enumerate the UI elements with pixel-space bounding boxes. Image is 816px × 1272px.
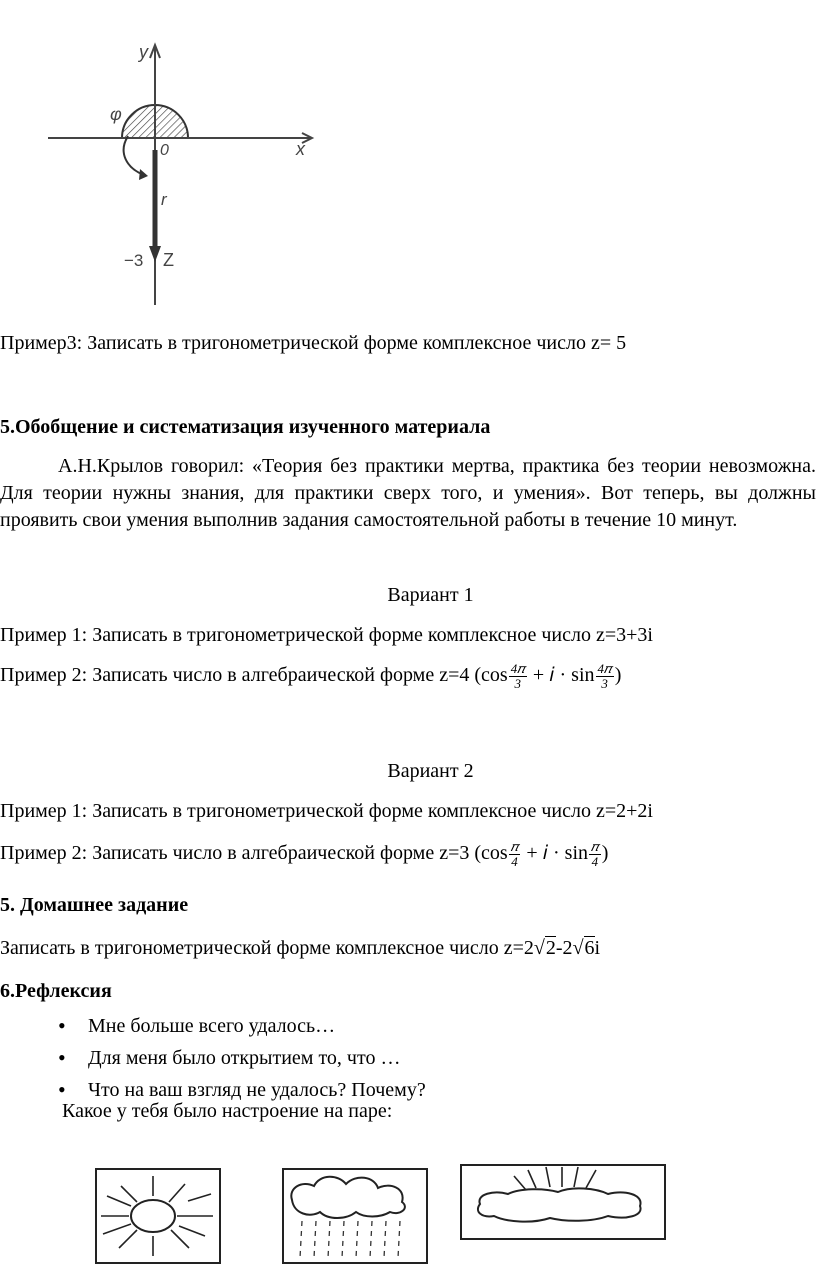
example3: Пример3: Записать в тригонометрической форме комплексное число z= 5 bbox=[0, 332, 627, 354]
fraction: $\frac{\text{4𝜋}}{3}$ bbox=[597, 661, 612, 691]
y-label: y bbox=[139, 42, 148, 62]
coordinate-diagram bbox=[0, 0, 330, 320]
tick-label: −3 bbox=[124, 251, 144, 270]
reflection-list bbox=[58, 1012, 426, 1108]
variant1-ex2: Пример 2: Записать число в алгебраической форме z=4 (cos $\frac{\text{4𝜋}}{3}$ + 𝑖 · sin $\frac{\text{4𝜋}}{3}$ ) bbox=[0, 661, 622, 691]
variant1-title: Вариант 1 bbox=[387, 584, 474, 606]
homework-text: Записать в тригонометрической форме комплексное число z=2√2-2√6i bbox=[0, 937, 601, 959]
homework-title: 5. Домашнее задание bbox=[0, 894, 189, 916]
mood-rain-picture bbox=[280, 1166, 430, 1266]
variant2-ex1: Пример 1: Записать в тригонометрической форме комплексное число z=2+2i bbox=[0, 800, 653, 822]
section5-text: А.Н.Крылов говорил: «Теория без практики мертва, практика без теории невозможна. Для теории нужны знания, для практики сверх того, и умения». Вот теперь, вы должны проявить свои умения выполнив задания самостоятельной работы в течение 10 минут. bbox=[0, 455, 816, 531]
fraction: $\frac{\text{𝜋}}{4}$ bbox=[591, 839, 599, 869]
reflection-title: 6.Рефлексия bbox=[0, 980, 112, 1002]
list-item: • Что на ваш взгляд не удалось? Почему? bbox=[58, 1076, 426, 1108]
fraction: $\frac{\text{4𝜋}}{3}$ bbox=[510, 661, 525, 691]
r-label: r bbox=[161, 190, 167, 209]
z-label: Z bbox=[163, 250, 174, 270]
section5-paragraph bbox=[0, 453, 816, 534]
section5-title: 5.Обобщение и систематизация изученного материала bbox=[0, 416, 491, 438]
phi-label: φ bbox=[110, 104, 122, 124]
origin-label: 0 bbox=[160, 142, 169, 159]
variant2-title: Вариант 2 bbox=[387, 760, 474, 782]
list-item: • Мне больше всего удалось… bbox=[58, 1012, 426, 1044]
mood-sun-picture bbox=[93, 1166, 223, 1266]
fraction: $\frac{\text{𝜋}}{4}$ bbox=[510, 839, 519, 869]
x-label: x bbox=[296, 139, 305, 159]
list-item: • Для меня было открытием то, что … bbox=[58, 1044, 426, 1076]
mood-question: Какое у тебя было настроение на паре: bbox=[62, 1100, 393, 1122]
variant2-ex2: Пример 2: Записать число в алгебраической форме z=3 (cos $\frac{\text{𝜋}}{4}$ + 𝑖 · sin $\frac{\text{𝜋}}{4}$ ) bbox=[0, 839, 609, 869]
variant1-ex1: Пример 1: Записать в тригонометрической форме комплексное число z=3+3i bbox=[0, 624, 653, 646]
angle-arrow bbox=[124, 136, 144, 175]
mood-cloud-sun-picture bbox=[458, 1162, 668, 1242]
